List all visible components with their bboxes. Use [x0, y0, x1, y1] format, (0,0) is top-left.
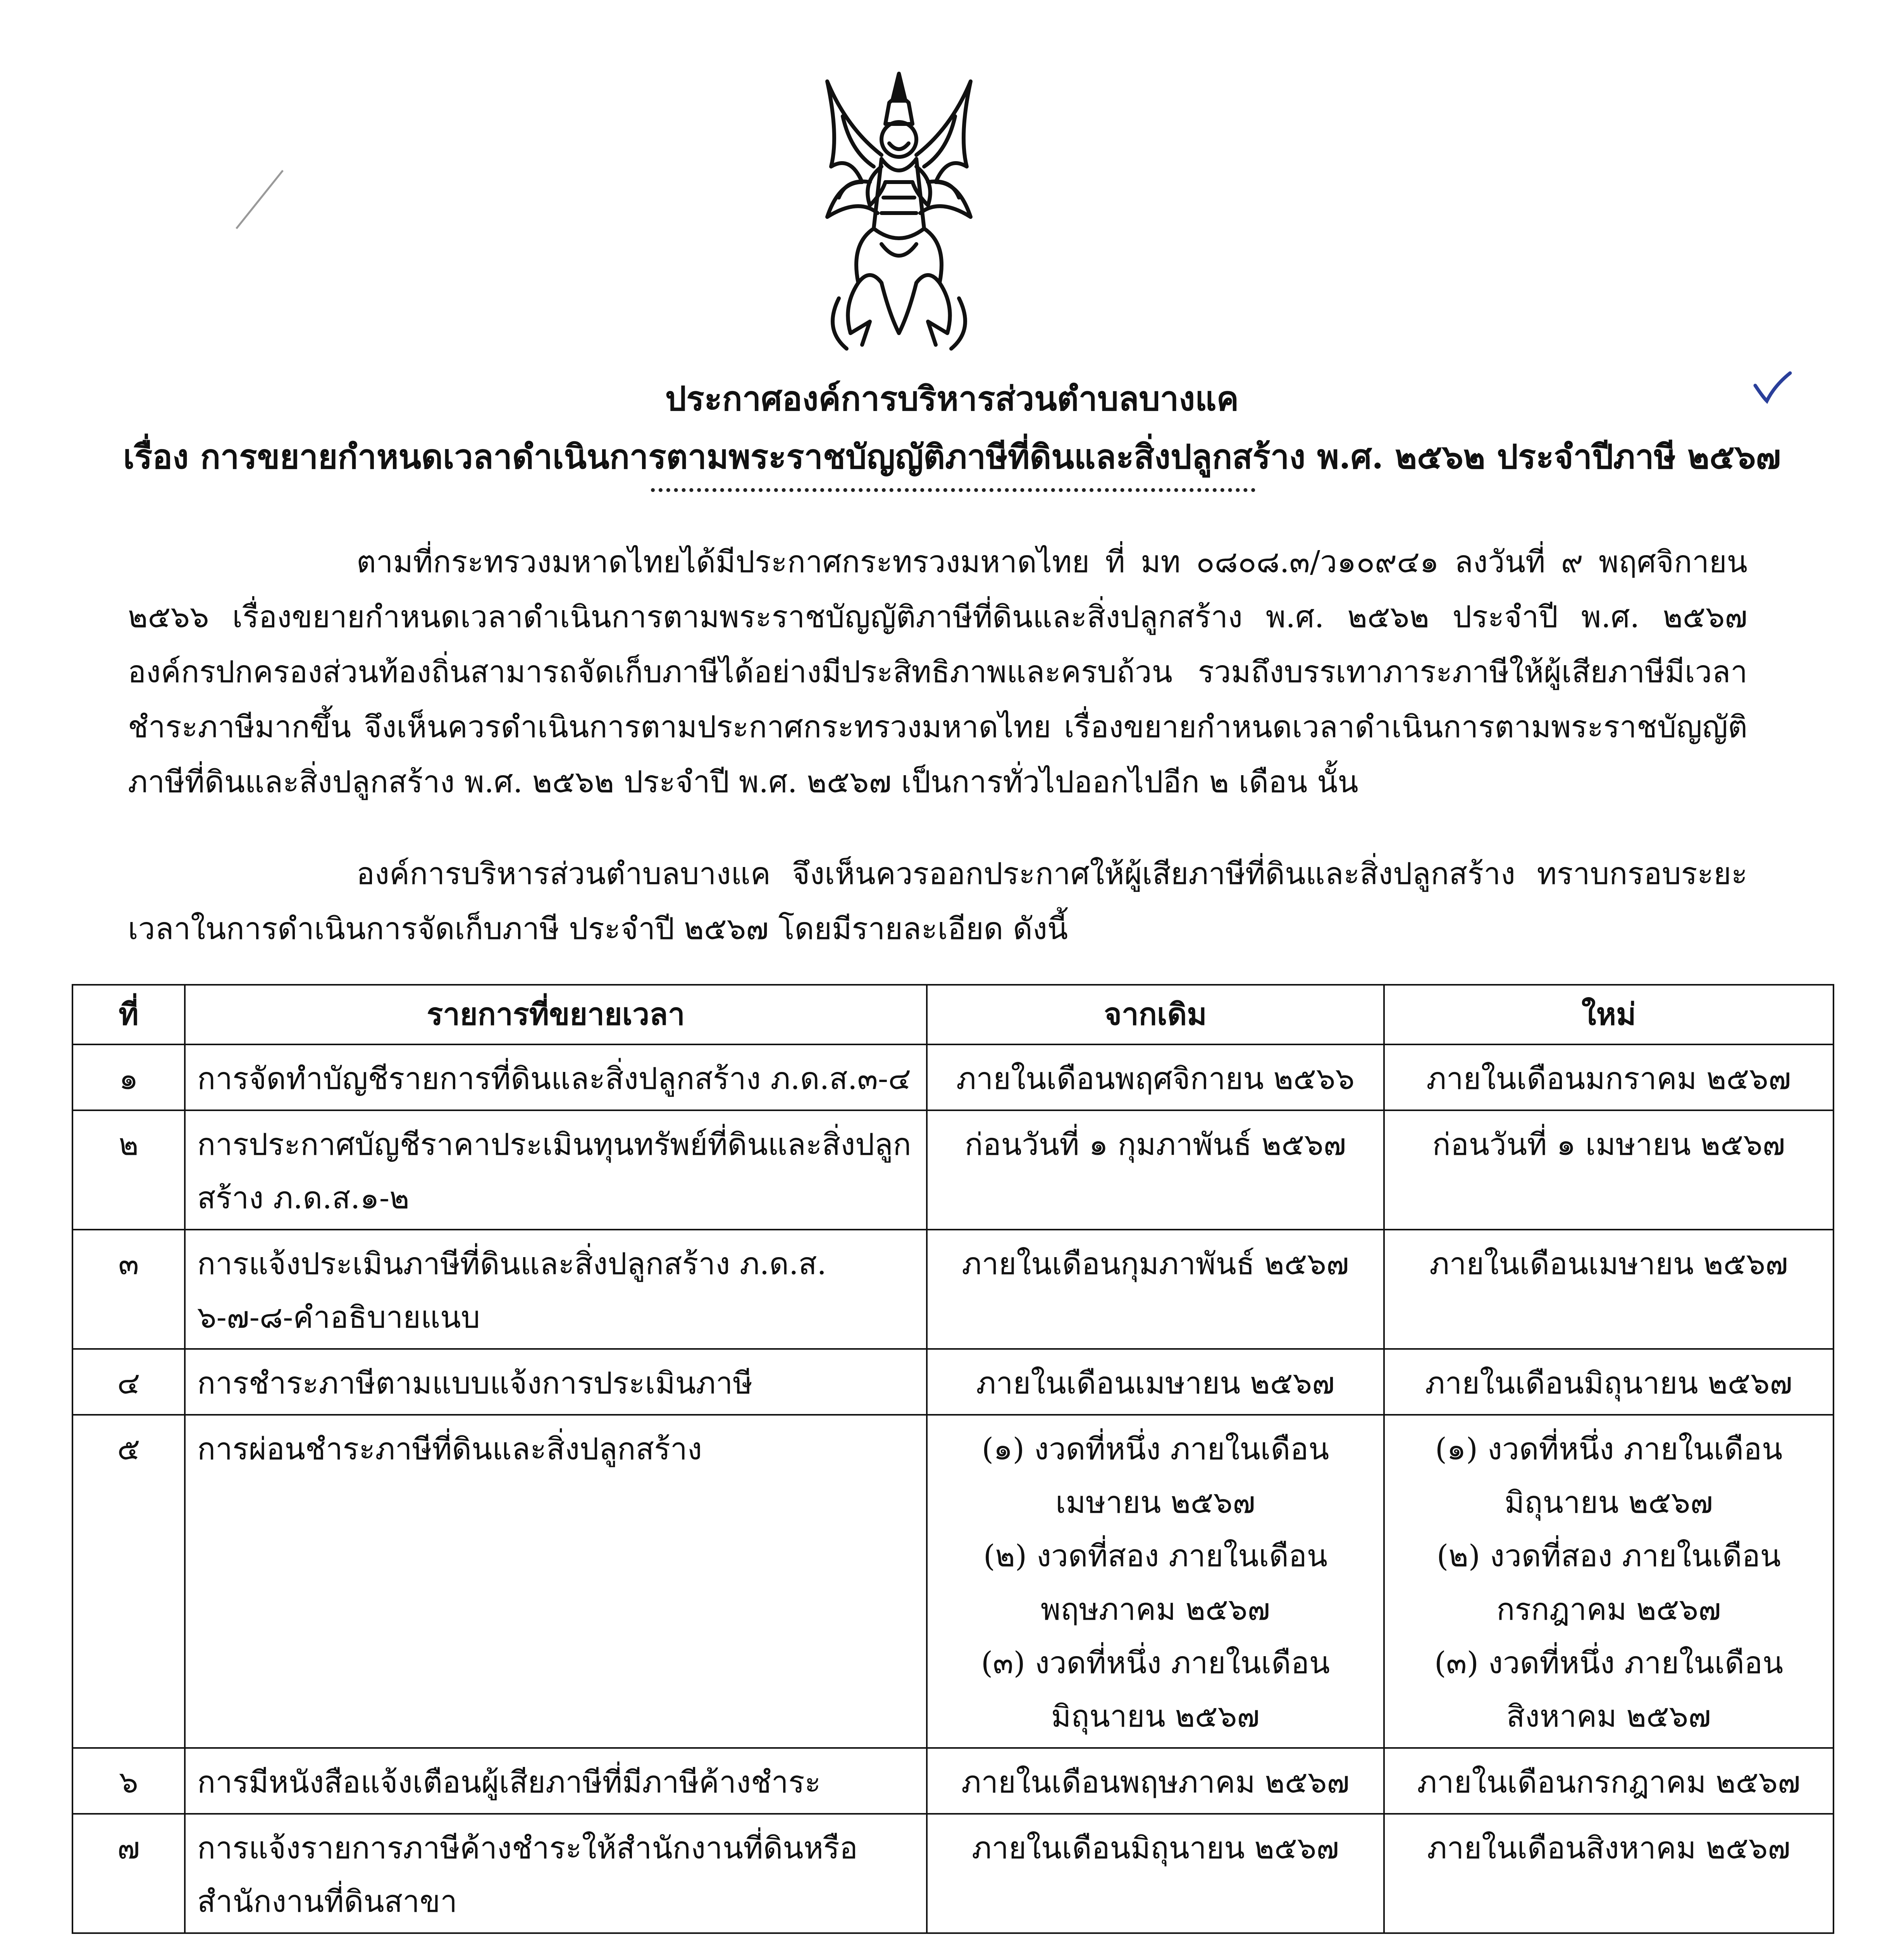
row-to-installments — [1384, 1415, 1833, 1748]
row-from: ภายในเดือนเมษายน ๒๕๖๗ — [927, 1349, 1384, 1415]
row-item: การแจ้งประเมินภาษีที่ดินและสิ่งปลูกสร้าง ภ.ด.ส. ๖-๗-๘-คำอธิบายแนบ — [185, 1230, 927, 1349]
row-item: การแจ้งรายการภาษีค้างชำระให้สำนักงานที่ดินหรือสำนักงานที่ดินสาขา — [185, 1814, 927, 1933]
paragraph-1: ตามที่กระทรวงมหาดไทยได้มีประกาศกระทรวงมหาดไทย ที่ มท ๐๘๐๘.๓/ว๑๐๙๔๑ ลงวันที่ ๙ พฤศจิกายน ๒๕๖๖ เรื่องขยายกำหนดเวลาดำเนินการตามพระราชบัญญัติภาษีที่ดินและสิ่งปลูกสร้าง พ.ศ. ๒๕๖๒ ประจำปี พ.ศ. ๒๕๖๗ องค์กรปกครองส่วนท้องถิ่นสามารถจัดเก็บภาษีได้อย่างมีประสิทธิภาพและครบถ้วน รวมถึงบรรเทาภาระภาษีให้ผู้เสียภาษีมีเวลาชำระภาษีมากขึ้น จึงเห็นควรดำเนินการตามประกาศกระทรวงมหาดไทย เรื่องขยายกำหนดเวลาดำเนินการตามพระราชบัญญัติภาษีที่ดินและสิ่งปลูกสร้าง พ.ศ. ๒๕๖๒ ประจำปี พ.ศ. ๒๕๖๗ เป็นการทั่วไปออกไปอีก ๒ เดือน นั้น — [128, 545, 1747, 800]
table-row — [72, 1814, 1833, 1933]
announcement-subject: เรื่อง การขยายกำหนดเวลาดำเนินการตามพระราชบัญญัติภาษีที่ดินและสิ่งปลูกสร้าง พ.ศ. ๒๕๖๒ ประจำปีภาษี ๒๕๖๗ — [123, 437, 1781, 477]
table-row — [72, 1044, 1833, 1110]
table-row — [72, 1748, 1833, 1814]
row-to: ภายในเดือนกรกฎาคม ๒๕๖๗ — [1384, 1748, 1833, 1814]
header-to: ใหม่ — [1384, 985, 1833, 1044]
row-from: ก่อนวันที่ ๑ กุมภาพันธ์ ๒๕๖๗ — [927, 1110, 1384, 1230]
row-no: ๓ — [72, 1230, 185, 1349]
row-no: ๒ — [72, 1110, 185, 1230]
row-from: ภายในเดือนมิถุนายน ๒๕๖๗ — [927, 1814, 1384, 1933]
installment-to-3: (๓) งวดที่หนึ่ง ภายในเดือน สิงหาคม ๒๕๖๗ — [1434, 1646, 1783, 1734]
row-item: การชำระภาษีตามแบบแจ้งการประเมินภาษี — [185, 1349, 927, 1415]
schedule-table — [72, 984, 1834, 1934]
table-row — [72, 1230, 1833, 1349]
dotted-divider — [651, 488, 1255, 492]
row-to: ภายในเดือนมกราคม ๒๕๖๗ — [1384, 1044, 1833, 1110]
row-to: ภายในเดือนเมษายน ๒๕๖๗ — [1384, 1230, 1833, 1349]
table-header-row — [72, 985, 1833, 1044]
scratch-mark — [232, 167, 287, 232]
announcement-title: ประกาศองค์การบริหารส่วนตำบลบางแค — [665, 379, 1239, 418]
installment-to-2: (๒) งวดที่สอง ภายในเดือน กรกฎาคม ๒๕๖๗ — [1436, 1539, 1781, 1627]
header-from: จากเดิม — [927, 985, 1384, 1044]
row-no: ๕ — [72, 1415, 185, 1748]
row-item: การมีหนังสือแจ้งเตือนผู้เสียภาษีที่มีภาษีค้างชำระ — [185, 1748, 927, 1814]
header-no: ที่ — [72, 985, 185, 1044]
row-from: ภายในเดือนพฤษภาคม ๒๕๖๗ — [927, 1748, 1384, 1814]
row-item: การผ่อนชำระภาษีที่ดินและสิ่งปลูกสร้าง — [185, 1415, 927, 1748]
row-item: การจัดทำบัญชีรายการที่ดินและสิ่งปลูกสร้าง ภ.ด.ส.๓-๔ — [185, 1044, 927, 1110]
installment-from-1: (๑) งวดที่หนึ่ง ภายในเดือน เมษายน ๒๕๖๗ — [981, 1432, 1329, 1520]
installment-from-3: (๓) งวดที่หนึ่ง ภายในเดือน มิถุนายน ๒๕๖๗ — [981, 1646, 1330, 1734]
row-from: ภายในเดือนพฤศจิกายน ๒๕๖๖ — [927, 1044, 1384, 1110]
row-item: การประกาศบัญชีราคาประเมินทุนทรัพย์ที่ดินและสิ่งปลูกสร้าง ภ.ด.ส.๑-๒ — [185, 1110, 927, 1230]
installment-from-2: (๒) งวดที่สอง ภายในเดือน พฤษภาคม ๒๕๖๗ — [983, 1539, 1328, 1627]
installment-to-1: (๑) งวดที่หนึ่ง ภายในเดือน มิถุนายน ๒๕๖๗ — [1435, 1432, 1783, 1520]
row-to: ภายในเดือนสิงหาคม ๒๕๖๗ — [1384, 1814, 1833, 1933]
row-no: ๔ — [72, 1349, 185, 1415]
row-to: ก่อนวันที่ ๑ เมษายน ๒๕๖๗ — [1384, 1110, 1833, 1230]
row-from-installments — [927, 1415, 1384, 1748]
row-from: ภายในเดือนกุมภาพันธ์ ๒๕๖๗ — [927, 1230, 1384, 1349]
header-item: รายการที่ขยายเวลา — [185, 985, 927, 1044]
table-row — [72, 1349, 1833, 1415]
garuda-emblem-icon — [816, 66, 982, 353]
paragraph-2: องค์การบริหารส่วนตำบลบางแค จึงเห็นควรออกประกาศให้ผู้เสียภาษีที่ดินและสิ่งปลูกสร้าง ทราบกรอบระยะเวลาในการดำเนินการจัดเก็บภาษี ประจำปี ๒๕๖๗ โดยมีรายละเอียด ดังนี้ — [128, 857, 1747, 946]
table-row — [72, 1415, 1833, 1748]
row-to: ภายในเดือนมิถุนายน ๒๕๖๗ — [1384, 1349, 1833, 1415]
table-row — [72, 1110, 1833, 1230]
row-no: ๑ — [72, 1044, 185, 1110]
row-no: ๖ — [72, 1748, 185, 1814]
row-no: ๗ — [72, 1814, 185, 1933]
